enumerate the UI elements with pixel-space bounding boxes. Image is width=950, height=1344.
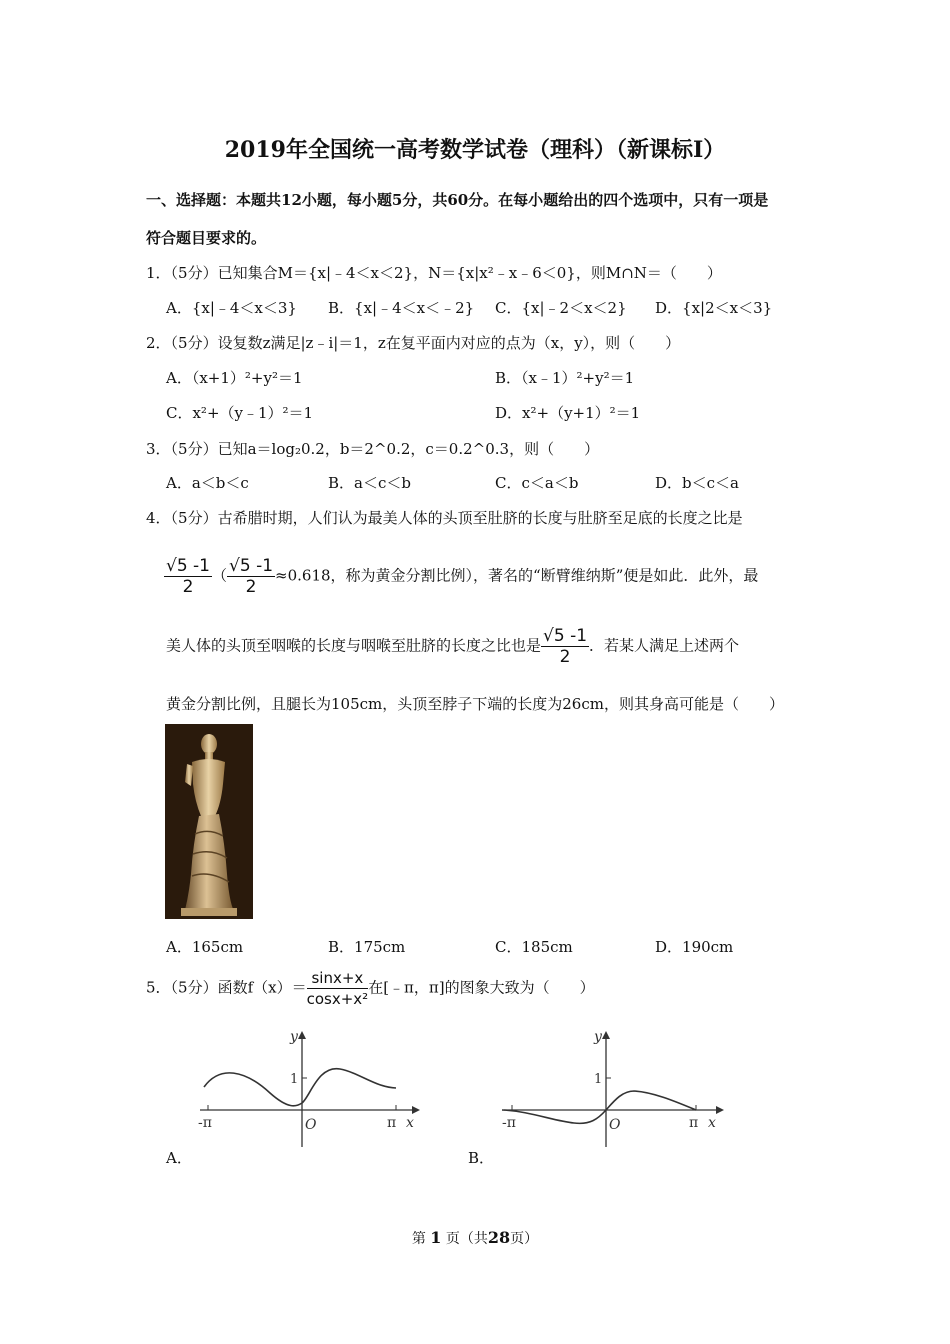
venus-de-milo-image — [165, 724, 253, 919]
q4-option-b[interactable]: B．175cm — [328, 938, 406, 956]
origin-label: O — [305, 1117, 317, 1133]
q5-option-b[interactable]: B． — [468, 1149, 495, 1167]
q1-option-d[interactable]: D．{x|2＜x＜3} — [655, 299, 773, 317]
question-1: 1．（5分）已知集合M＝{x|﹣4＜x＜2}，N＝{x|x²﹣x﹣6＜0}，则M∩N＝（ ） — [146, 264, 722, 282]
tick-pi-label: π — [689, 1115, 699, 1131]
tick-one-label: 1 — [594, 1072, 603, 1087]
q4-line-2: $\frac{√5 -1}{2}$ （ $\frac{√5 -1}{2}$ ≈0.618，称为黄金分割比例），著名的“断臂维纳斯”便是如此．此外，最 — [166, 556, 759, 597]
q3-option-d[interactable]: D．b＜c＜a — [655, 474, 739, 492]
x-axis-arrow-icon — [716, 1106, 724, 1114]
page-number: 1 — [430, 1228, 442, 1247]
golden-ratio-fraction: $\frac{√5 -1}{2}$ — [166, 556, 211, 597]
golden-ratio-fraction-3: $\frac{√5 -1}{2}$ — [543, 626, 588, 667]
q1-option-c[interactable]: C．{x|﹣2＜x＜2} — [495, 299, 627, 317]
section-heading-cont: 符合题目要求的。 — [146, 229, 267, 247]
total-pages: 28 — [487, 1228, 511, 1247]
q2-option-c[interactable]: C．x²+（y﹣1）²＝1 — [166, 404, 314, 422]
function-curve-a — [204, 1069, 396, 1106]
q4-option-a[interactable]: A．165cm — [166, 938, 244, 956]
q1-option-b[interactable]: B．{x|﹣4＜x＜﹣2} — [328, 299, 475, 317]
y-label: y — [290, 1029, 298, 1045]
graph-option-a[interactable] — [190, 1025, 422, 1150]
graph-option-b[interactable] — [494, 1025, 726, 1150]
q4-line-3: 美人体的头顶至咽喉的长度与咽喉至肚脐的长度之比也是 $\frac{√5 -1}{2}$ ．若某人满足上述两个 — [166, 626, 740, 667]
question-2: 2．（5分）设复数z满足|z﹣i|＝1，z在复平面内对应的点为（x，y），则（ ） — [146, 334, 681, 352]
tick-one-label: 1 — [290, 1072, 299, 1087]
page-title: 2019年全国统一高考数学试卷（理科）（新课标Ⅰ） — [224, 137, 726, 163]
question-3: 3．（5分）已知a＝log₂0.2，b＝2^0.2，c＝0.2^0.3，则（ ） — [146, 440, 600, 458]
y-axis-arrow-icon — [602, 1031, 610, 1039]
x-label: x — [708, 1115, 716, 1131]
q3-option-a[interactable]: A．a＜b＜c — [166, 474, 249, 492]
question-4: 4．（5分）古希腊时期，人们认为最美人体的头顶至肚脐的长度与肚脐至足底的长度之比是 — [146, 509, 743, 527]
page-footer: 第 1 页（共28页） — [411, 1228, 539, 1247]
question-5: 5．（5分）函数f（x）＝ $\frac{\sin x+x}{\text{cosx+x²}}$ 在[﹣π，π]的图象大致为（ ） — [146, 969, 595, 1008]
y-label: y — [594, 1029, 602, 1045]
q4-option-c[interactable]: C．185cm — [495, 938, 573, 956]
q1-option-a[interactable]: A．{x|﹣4＜x＜3} — [166, 299, 297, 317]
golden-ratio-fraction-2: $\frac{√5 -1}{2}$ — [229, 556, 274, 597]
q5-option-a[interactable]: A． — [166, 1149, 192, 1167]
section-heading: 一、选择题：本题共12小题，每小题5分，共60分。在每小题给出的四个选项中，只有一项是 — [146, 191, 769, 209]
q4-line-4: 黄金分割比例，且腿长为105cm，头顶至脖子下端的长度为26cm，则其身高可能是（ ） — [166, 695, 784, 713]
q2-option-d[interactable]: D．x²+（y+1）²＝1 — [495, 404, 641, 422]
origin-label: O — [609, 1117, 621, 1133]
q2-option-a[interactable]: A．（x+1）²+y²＝1 — [166, 369, 303, 387]
q3-option-b[interactable]: B．a＜c＜b — [328, 474, 411, 492]
q3-option-c[interactable]: C．c＜a＜b — [495, 474, 579, 492]
tick-neg-pi-label: -π — [502, 1115, 516, 1131]
q2-option-b[interactable]: B．（x﹣1）²+y²＝1 — [495, 369, 635, 387]
function-fraction: $\frac{\sin x+x}{\text{cosx+x²}}$ — [306, 969, 369, 1008]
function-curve-b — [502, 1091, 696, 1123]
tick-pi-label: π — [387, 1115, 397, 1131]
x-axis-arrow-icon — [412, 1106, 420, 1114]
q4-option-d[interactable]: D．190cm — [655, 938, 734, 956]
x-label: x — [406, 1115, 414, 1131]
tick-neg-pi-label: -π — [198, 1115, 212, 1131]
y-axis-arrow-icon — [298, 1031, 306, 1039]
